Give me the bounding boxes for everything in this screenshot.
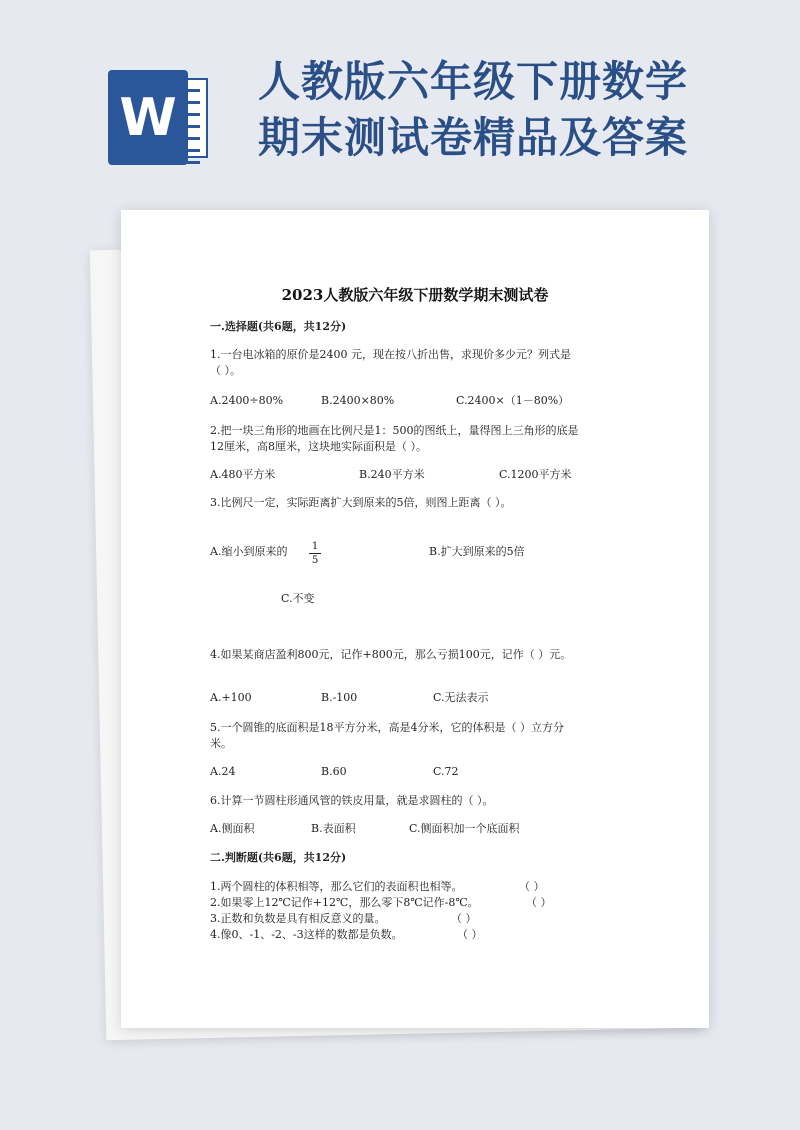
question-2-line2: 12厘米，高8厘米，这块地实际面积是（ ）。 [210,440,427,453]
question-5-line2: 米。 [210,737,232,750]
question-5-option-c: C.72 [433,765,459,778]
judge-2-blank: （ ） [526,896,552,909]
banner-title [258,54,778,166]
question-3-option-a: A.缩小到原来的 [210,545,288,558]
question-4-option-a: A.+100 [210,691,252,704]
question-1-option-b: B.2400×80% [321,394,395,407]
document-title: 2023人教版六年级下册数学期末测试卷 [281,286,549,304]
question-1-option-c: C.2400×（1－80%） [456,394,570,407]
banner-title-line1: 人教版六年级下册数学 [258,57,689,106]
question-2-option-c: C.1200平方米 [499,468,572,481]
section-heading-choice: 一.选择题(共6题，共12分) [210,320,347,333]
question-5-option-b: B.60 [321,765,347,778]
question-2-line1: 2.把一块三角形的地画在比例尺是1：500的图纸上，量得图上三角形的底是 [210,424,579,437]
question-5-line1: 5.一个圆锥的底面积是18平方分米，高是4分米，它的体积是（ ）立方分 [210,721,564,734]
question-6-option-a: A.侧面积 [210,822,255,835]
fraction-denominator: 5 [311,555,319,566]
question-3-option-c: C.不变 [281,592,315,605]
question-1-line1: 1.一台电冰箱的原价是2400 元，现在按八折出售，求现价多少元？列式是 [210,348,571,361]
fraction-numerator: 1 [311,541,319,552]
document-page [121,210,709,1028]
question-4-option-b: B.-100 [321,691,358,704]
judge-4: 4.像0、-1、-2、-3这样的数都是负数。 [210,928,403,941]
fraction-one-fifth [309,541,321,566]
question-6: 6.计算一节圆柱形通风管的铁皮用量，就是求圆柱的（ ）。 [210,794,494,807]
judge-4-blank: （ ） [457,928,483,941]
judge-1-blank: （ ） [519,880,545,893]
question-6-option-c: C.侧面积加一个底面积 [409,822,520,835]
judge-2: 2.如果零上12℃记作+12℃，那么零下8℃记作-8℃。 [210,896,479,909]
question-6-option-b: B.表面积 [311,822,356,835]
question-4-option-c: C.无法表示 [433,691,489,704]
question-3: 3.比例尺一定，实际距离扩大到原来的5倍，则图上距离（ ）。 [210,496,512,509]
question-2-option-a: A.480平方米 [210,468,276,481]
question-1-line2: （ ）。 [210,364,241,377]
judge-3: 3.正数和负数是具有相反意义的量。 [210,912,386,925]
question-2-option-b: B.240平方米 [359,468,425,481]
question-5-option-a: A.24 [210,765,236,778]
judge-3-blank: （ ） [451,912,477,925]
section-heading-judge: 二.判断题(共6题，共12分) [210,851,347,864]
word-icon-letter: W [108,70,188,165]
question-3-option-b: B.扩大到原来的5倍 [429,545,525,558]
question-1-option-a: A.2400÷80% [210,394,284,407]
banner-title-line2: 期末测试卷精品及答案 [258,113,689,162]
judge-1: 1.两个圆柱的体积相等，那么它们的表面积也相等。 [210,880,463,893]
question-4: 4.如果某商店盈利800元，记作+800元，那么亏损100元，记作（ ）元。 [210,648,572,661]
